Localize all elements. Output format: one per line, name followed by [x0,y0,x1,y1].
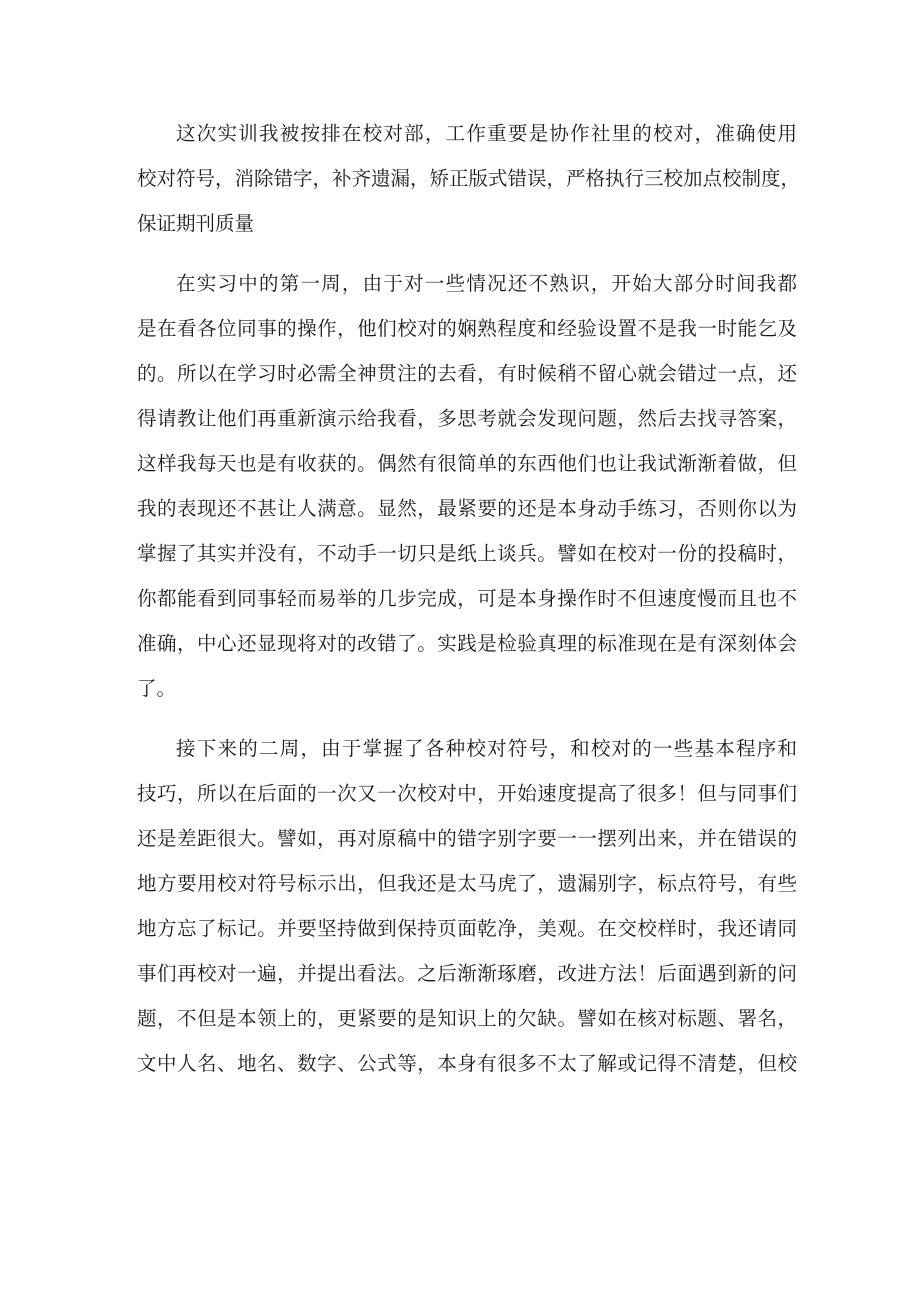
paragraph-2-line-9: 准确，中心还显现将对的改错了。实践是检验真理的标准现在是有深刻体会 [137,632,797,655]
paragraph-2-line-7: 掌握了其实并没有，不动手一切只是纸上谈兵。譬如在校对一份的投稿时， [137,542,797,565]
paragraph-3-line-2: 技巧，所以在后面的一次又一次校对中，开始速度提高了很多！但与同事们 [137,782,797,805]
paragraph-1-line-2: 校对符号，消除错字，补齐遗漏，矫正版式错误，严格执行三校加点校制度， [137,167,801,190]
paragraph-2-line-8: 你都能看到同事轻而易举的几步完成，可是本身操作时不但速度慢而且也不 [137,587,797,610]
paragraph-2-line-3: 的。所以在学习时必需全神贯注的去看，有时候稍不留心就会错过一点，还 [137,362,797,385]
paragraph-3-line-1: 接下来的二周，由于掌握了各种校对符号，和校对的一些基本程序和 [176,737,797,760]
paragraph-2-line-5: 这样我每天也是有收获的。偶然有很简单的东西他们也让我试渐渐着做，但 [137,452,797,475]
paragraph-3-line-6: 事们再校对一遍，并提出看法。之后渐渐琢磨，改进方法！后面遇到新的问 [137,962,797,985]
paragraph-2-line-1: 在实习中的第一周，由于对一些情况还不熟识，开始大部分时间我都 [176,272,797,295]
paragraph-1-line-1: 这次实训我被按排在校对部，工作重要是协作社里的校对，准确使用 [176,122,797,145]
paragraph-2-line-10: 了。 [137,677,177,700]
paragraph-3-line-5: 地方忘了标记。并要坚持做到保持页面乾净，美观。在交校样时，我还请同 [137,917,797,940]
paragraph-1-line-3: 保证期刊质量 [137,212,255,235]
paragraph-3-line-4: 地方要用校对符号标示出，但我还是太马虎了，遗漏别字，标点符号，有些 [137,872,797,895]
paragraph-3-line-7: 题，不但是本领上的，更紧要的是知识上的欠缺。譬如在核对标题、署名， [137,1007,797,1030]
paragraph-2-line-2: 是在看各位同事的操作，他们校对的娴熟程度和经验设置不是我一时能乞及 [137,317,797,340]
paragraph-2-line-4: 得请教让他们再重新演示给我看，多思考就会发现问题，然后去找寻答案， [137,407,797,430]
paragraph-2-line-6: 我的表现还不甚让人满意。显然，最紧要的还是本身动手练习，否则你以为 [137,497,797,520]
paragraph-3-line-3: 还是差距很大。譬如，再对原稿中的错字别字要一一摆列出来，并在错误的 [137,827,797,850]
paragraph-3-line-8: 文中人名、地名、数字、公式等，本身有很多不太了解或记得不清楚，但校 [137,1052,797,1075]
